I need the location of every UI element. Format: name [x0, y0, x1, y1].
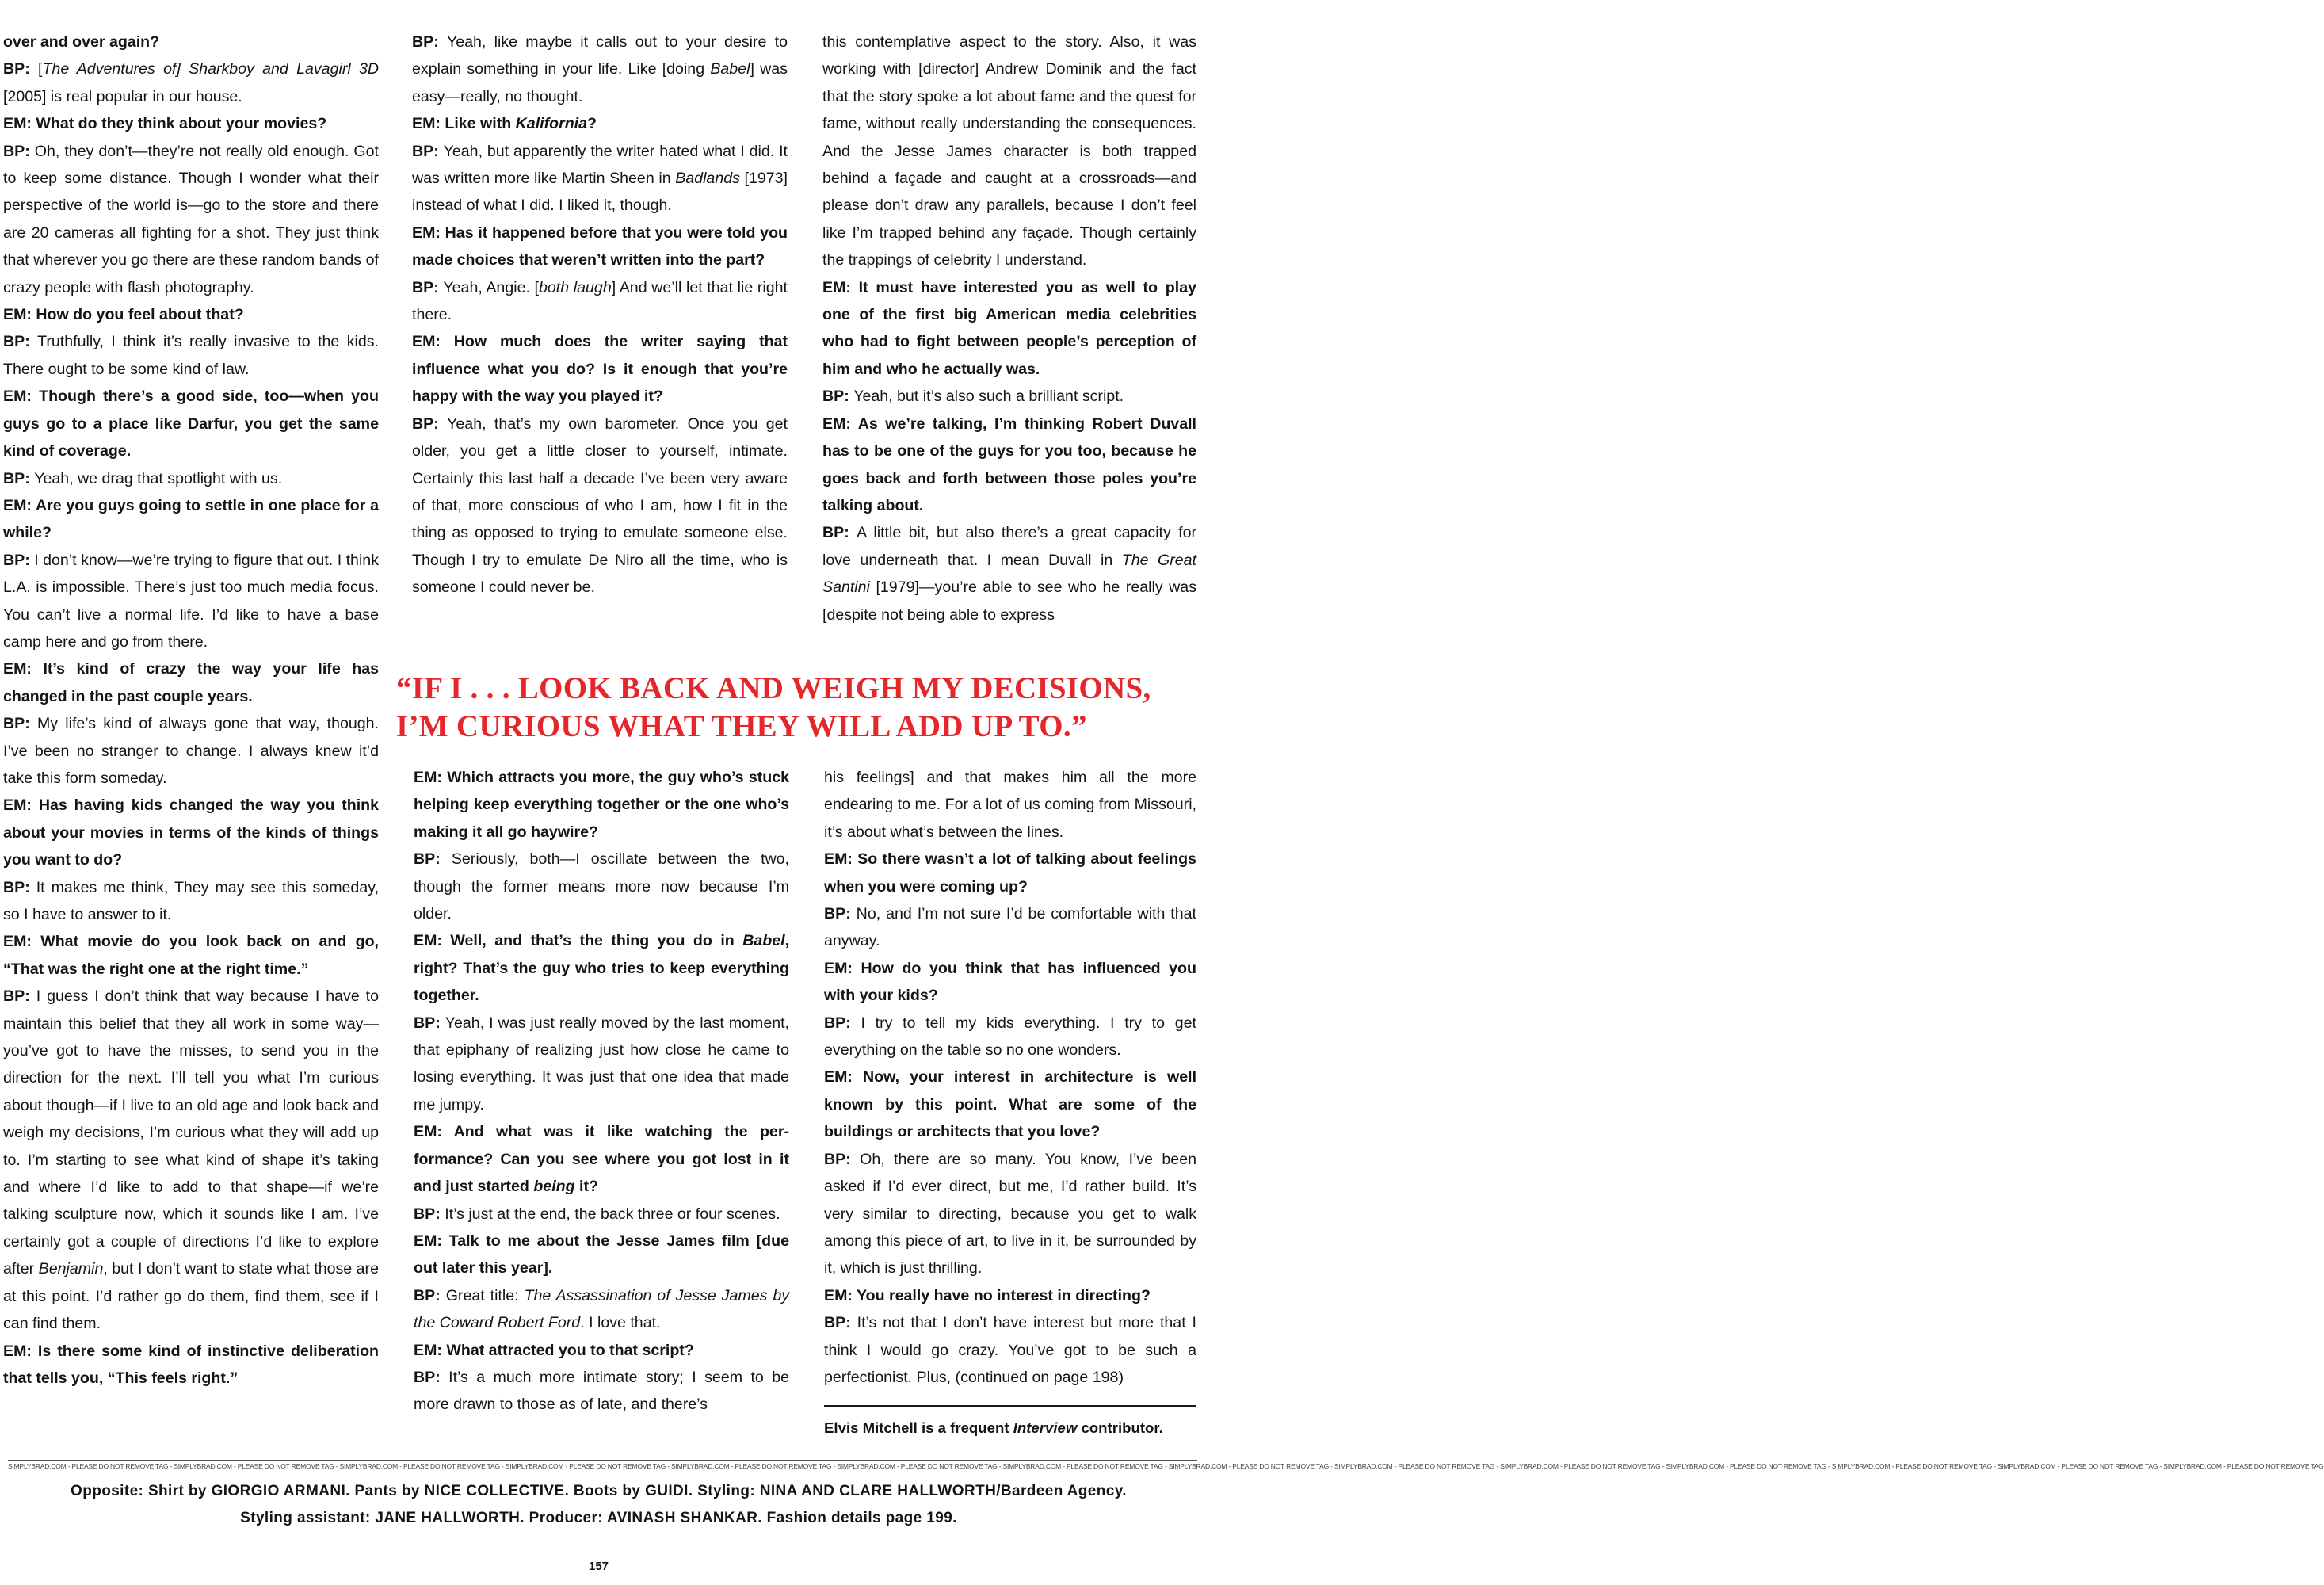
interviewee-answer — [3, 465, 379, 492]
speaker-label-bp: BP: — [824, 1150, 861, 1168]
pull-quote-line-2: I’M CURIOUS WHAT THEY WILL ADD UP TO.” — [396, 709, 1087, 743]
interviewer-question — [822, 274, 1196, 384]
text-run: A little bit, but also there’s a great capacity for love underneath that. I mean Duvall in — [822, 524, 1196, 569]
speaker-label-bp: BP: — [3, 551, 35, 569]
interviewer-question — [824, 955, 1196, 1010]
interviewee-answer — [414, 1201, 789, 1228]
contributor-note-text: Elvis Mitchell is a frequent — [824, 1419, 1013, 1436]
text-run: Great title: — [445, 1286, 525, 1304]
fashion-credits — [0, 1478, 1197, 1532]
interviewer-question — [3, 492, 379, 547]
interviewee-answer — [412, 274, 788, 329]
interviewer-question — [414, 1337, 789, 1364]
interviewer-question — [3, 110, 379, 137]
text-run: ? — [587, 115, 597, 133]
speaker-label-em: EM: — [822, 278, 859, 296]
text-run: What attracted you to that script? — [446, 1341, 694, 1359]
interview-column-middle-bottom — [414, 764, 789, 1446]
interviewee-answer — [824, 1146, 1196, 1282]
contributor-note — [824, 1418, 1196, 1438]
speaker-label-bp: BP: — [412, 414, 448, 433]
text-run: it? — [574, 1178, 598, 1196]
text-run: [ — [38, 60, 43, 78]
speaker-label-em: EM: — [3, 496, 36, 514]
speaker-label-em: EM: — [412, 115, 445, 133]
speaker-label-bp: BP: — [412, 142, 444, 160]
speaker-label-em: EM: — [414, 769, 448, 786]
text-run: Though there’s a good side, too—when you guys go to a place like Darfur, you get the same kind of coverage. — [3, 388, 379, 460]
interviewee-answer — [824, 900, 1196, 955]
italic-title: The Great Santini — [822, 551, 1196, 597]
speaker-label-bp: BP: — [414, 1014, 445, 1032]
interviewer-question — [412, 220, 788, 274]
interviewee-answer — [824, 1010, 1196, 1064]
speaker-label-bp: BP: — [3, 878, 36, 896]
speaker-label-em: EM: — [3, 660, 44, 678]
text-run: ] was easy—really, no thought. — [412, 60, 788, 105]
interviewer-question — [412, 328, 788, 410]
speaker-label-em: EM: — [824, 1286, 857, 1304]
text-run: It’s just at the end, the back three or four scenes. — [445, 1205, 780, 1223]
text-run: I try to tell my kids everything. I try to get everything on the table so no one wonders. — [824, 1014, 1196, 1060]
interview-column-right-top — [822, 29, 1196, 656]
interviewer-question — [414, 764, 789, 846]
text-run: It makes me think, They may see this someday, so I have to answer to it. — [3, 878, 380, 923]
interviewer-question — [3, 29, 379, 55]
interviewee-answer — [824, 1309, 1196, 1391]
text-run: How do you think that has influenced you with your kids? — [824, 959, 1196, 1005]
italic-title: Babel — [710, 60, 750, 78]
text-run: ] And we’ll let that lie right there. — [412, 278, 788, 324]
pull-quote — [396, 670, 1189, 746]
speaker-label-bp: BP: — [414, 1205, 445, 1223]
speaker-label-bp: BP: — [414, 1286, 446, 1304]
text-run: You really have no interest in directing? — [857, 1286, 1151, 1304]
text-run: Has having kids changed the way you think about your movies in terms of the kinds of things you want to do? — [3, 796, 380, 869]
interviewer-question — [824, 846, 1196, 900]
interviewer-question — [822, 411, 1196, 520]
text-run: Yeah, like maybe it calls out to your desire to explain something in your life. Like [doing — [412, 33, 788, 78]
watermark-strip: SIMPLYBRAD.COM - PLEASE DO NOT REMOVE TAG - SIMPLYBRAD.COM - PLEASE DO NOT REMOVE TAG - SIMPLYBRAD.COM - PLEASE DO NOT REMOVE TAG - SIMPLYBRAD.COM - PLEASE DO NOT REMOVE TAG - SIMPLYBRAD.COM - PLEASE DO NOT REMOVE TAG - SIMPLYBRAD.COM - PLEASE DO NOT REMOVE TAG - SIMPLYBRAD.COM - PLEASE DO NOT REMOVE TAG - SIMPLYBRAD.COM - PLEASE DO NOT REMOVE TAG - SIMPLYBRAD.COM - PLEASE DO NOT REMOVE TAG - SIMPLYBRAD.COM - PLEASE DO NOT REMOVE TAG - SIMPLYBRAD.COM - PLEASE DO NOT REMOVE TAG - SIMPLYBRAD.COM - PLEASE DO NOT REMOVE TAG - SIMPLYBRAD.COM - PLEASE DO NOT REMOVE TAG - SIMPLYBRAD.COM - PLEASE DO NOT REMOVE TAG — [8, 1460, 1197, 1472]
interview-column-right-bottom — [824, 764, 1196, 1446]
text-run: It’s not that I don’t have interest but more that I think I would go crazy. You’ve got to be such a perfectionist. Plus, — [824, 1314, 1196, 1386]
text-run: Yeah, that’s my own barometer. Once you get older, you get a little closer to yourself, intimate. Certainly this last half a decade I’ve been very aware of that, more conscious of who I am, how I fit in the thing as opposed to trying to emulate someone else. Though I try to emulate De Niro all the time, who is someone I could never be. — [412, 414, 788, 597]
text-run: Has it happened before that you were told you made choices that weren’t written into the part? — [412, 223, 788, 269]
italic-title: Babel — [742, 932, 785, 950]
interviewer-question — [3, 383, 379, 464]
text-run: Yeah, Angie. [ — [443, 278, 539, 296]
interview-column-middle-top — [412, 29, 788, 656]
text-run: So there wasn’t a lot of talking about feelings when you were coming up? — [824, 850, 1196, 896]
speaker-label-em: EM: — [822, 414, 858, 433]
speaker-label-em: EM: — [412, 333, 454, 351]
contributor-divider — [824, 1405, 1196, 1407]
speaker-label-em: EM: — [3, 115, 36, 133]
interviewee-answer — [3, 138, 379, 301]
speaker-label-bp: BP: — [822, 524, 857, 542]
text-run: How much does the writer saying that influence what you do? Is it enough that you’re happy with the way you played it? — [412, 333, 788, 406]
text-run: Which attracts you more, the guy who’s stuck helping keep everything together or the one who’s making it all go haywire? — [414, 769, 790, 841]
speaker-label-em: EM: — [414, 1123, 454, 1141]
text-run: [1973] instead of what I did. I liked it, though. — [412, 170, 788, 215]
italic-title: The Assassination of Jesse James by the Coward Robert Ford — [414, 1286, 790, 1332]
text-run: Yeah, we drag that spotlight with us. — [34, 469, 283, 487]
speaker-label-em: EM: — [3, 796, 39, 815]
speaker-label-em: EM: — [414, 1341, 447, 1359]
interviewee-answer — [3, 55, 379, 110]
interviewee-answer — [822, 383, 1196, 410]
speaker-label-em: EM: — [3, 933, 41, 951]
speaker-label-em: EM: — [3, 1342, 38, 1360]
text-run: It must have interested you as well to play one of the first big American media celebrities who had to fight between people’s perception of him and who he actually was. — [822, 278, 1196, 378]
text-run: Now, your interest in architecture is well known by this point. What are some of the buildings or architects that you love? — [824, 1068, 1197, 1141]
text-run: As we’re talking, I’m thinking Robert Duvall has to be one of the guys for you too, because he goes back and forth between those poles you’re talking about. — [822, 414, 1196, 514]
text-run: [2005] is real popular in our house. — [3, 87, 242, 105]
speaker-label-bp: BP: — [3, 715, 37, 733]
text-run: And what was it like watching the performance? Can you see where you got lost in it and just started — [414, 1123, 789, 1196]
interviewee-answer — [412, 411, 788, 602]
text-run: Are you guys going to settle in one place for a while? — [3, 496, 379, 542]
speaker-label-em: EM: — [3, 306, 36, 324]
italic-title: Badlands — [675, 170, 740, 188]
text-run: his feelings] and that makes him all the more endearing to me. For a lot of us coming from Missouri, it’s about what’s between the lines. — [824, 769, 1196, 841]
interviewer-question — [3, 928, 379, 983]
speaker-label-bp: BP: — [3, 987, 36, 1006]
interviewee-answer — [414, 1010, 789, 1119]
text-run: It’s kind of crazy the way your life has changed in the past couple years. — [3, 660, 379, 705]
speaker-label-em: EM: — [412, 223, 445, 242]
interviewer-question — [3, 1338, 379, 1392]
text-run: Is there some kind of instinctive deliberation that tells you, “This feels right.” — [3, 1342, 380, 1387]
speaker-label-em: EM: — [824, 1068, 864, 1087]
interviewee-answer — [822, 519, 1196, 628]
interviewer-question — [412, 110, 788, 137]
interviewer-question — [414, 1228, 789, 1282]
interviewee-answer — [414, 1364, 789, 1419]
text-run: this contemplative aspect to the story. Also, it was working with [director] Andrew Dominik and the fact that the story spoke a lot about fame and the quest for fame, without really understanding the consequences. And the Jesse James character is both trapped behind a façade and caught at a crossroads—and please don’t draw any parallels, because I don’t feel like I’m trapped behind any façade. Though certainly the trappings of celebrity I understand. — [822, 33, 1196, 269]
italic-title: The Adventures of — [42, 60, 177, 78]
interviewee-answer — [414, 1282, 789, 1337]
speaker-label-bp: BP: — [824, 1314, 857, 1332]
interviewer-question — [3, 301, 379, 328]
italic-title: both laugh — [539, 278, 612, 296]
interviewee-answer — [414, 846, 789, 927]
interviewer-question — [824, 1282, 1196, 1309]
interviewer-question — [414, 1118, 789, 1200]
text-run: Seriously, both—I oscillate between the two, though the former means more now because I’m older. — [414, 850, 789, 923]
interviewee-answer — [412, 138, 788, 220]
interviewee-answer — [3, 710, 379, 792]
speaker-label-bp: BP: — [414, 850, 452, 869]
text-run: What do they think about your movies? — [36, 115, 327, 133]
interviewer-question — [3, 792, 379, 873]
text-run: Oh, there are so many. You know, I’ve been asked if I’d ever direct, but me, I’d rather build. It’s very similar to directing, because you get to walk among this piece of art, to live in it, be surrounded by it, which is just thrilling. — [824, 1150, 1197, 1278]
interviewer-question — [3, 655, 379, 710]
interviewee-answer — [3, 328, 379, 383]
continued-paragraph — [824, 764, 1196, 846]
speaker-label-bp: BP: — [822, 388, 854, 406]
magazine-name: Interview — [1013, 1419, 1078, 1436]
italic-title: ] Sharkboy and Lavagirl 3D — [176, 60, 379, 78]
text-run: Talk to me about the Jesse James film [due out later this year]. — [414, 1232, 790, 1278]
text-run: No, and I’m not sure I’d be comfortable with that anyway. — [824, 905, 1196, 950]
text-run: Truthfully, I think it’s really invasive to the kids. There ought to be some kind of law. — [3, 333, 379, 378]
speaker-label-em: EM: — [414, 1232, 449, 1250]
interviewee-answer — [3, 874, 379, 929]
interviewer-question — [414, 927, 789, 1009]
text-run: , but I don’t want to state what those are at this point. I’d rather go do them, find them, see if I can find them. — [3, 1260, 379, 1333]
speaker-label-bp: BP: — [3, 469, 35, 487]
interviewer-question — [824, 1064, 1196, 1145]
interviewee-answer — [3, 547, 379, 656]
text-run: My life’s kind of always gone that way, though. I’ve been no stranger to change. I always knew it’d take this form someday. — [3, 715, 380, 787]
speaker-label-bp: BP: — [3, 142, 35, 160]
speaker-label-em: EM: — [824, 959, 861, 977]
text-run: Yeah, I was just really moved by the last moment, that epiphany of realizing just how close he came to losing everything. It was just that one idea that made me jumpy. — [414, 1014, 789, 1113]
credits-line-1: Opposite: Shirt by GIORGIO ARMANI. Pants by NICE COLLECTIVE. Boots by GUIDI. Styling: NINA AND CLARE HALLWORTH/Bardeen Agency. — [71, 1483, 1127, 1499]
text-run: Yeah, but it’s also such a brilliant script. — [853, 388, 1124, 406]
speaker-label-bp: BP: — [412, 278, 444, 296]
continued-paragraph — [822, 29, 1196, 274]
credits-line-2: Styling assistant: JANE HALLWORTH. Producer: AVINASH SHANKAR. Fashion details page 199. — [240, 1510, 957, 1526]
text-run: over and over again? — [3, 33, 160, 51]
speaker-label-bp: BP: — [3, 60, 38, 78]
interviewee-answer — [3, 983, 379, 1337]
text-run: . I love that. — [580, 1314, 661, 1332]
text-run: It’s a much more intimate story; I seem to be more drawn to those as of late, and there’s — [414, 1368, 789, 1414]
speaker-label-em: EM: — [3, 388, 40, 406]
text-run: I don’t know—we’re trying to figure that out. I think L.A. is impossible. There’s just too much media focus. You can’t live a normal life. I’d like to have a base camp here and go from there. — [3, 551, 380, 651]
speaker-label-bp: BP: — [412, 33, 447, 51]
text-run: How do you feel about that? — [36, 306, 244, 324]
speaker-label-bp: BP: — [3, 333, 38, 351]
contributor-note-tail: contributor. — [1077, 1419, 1163, 1436]
text-run: Well, and that’s the thing you do in — [450, 932, 743, 950]
speaker-label-em: EM: — [824, 850, 858, 869]
page-number: 157 — [588, 1560, 609, 1573]
text-run: Like with — [445, 115, 516, 133]
text-run: , right? That’s the guy who tries to keep everything together. — [414, 932, 790, 1005]
italic-title: Kalifornia — [515, 115, 588, 133]
text-run: What movie do you look back on and go, “That was the right one at the right time.” — [3, 933, 379, 978]
speaker-label-bp: BP: — [824, 1014, 861, 1032]
interviewee-answer — [412, 29, 788, 110]
interview-column-left — [3, 29, 379, 1446]
italic-title: being — [533, 1178, 575, 1196]
pull-quote-line-1: “IF I . . . LOOK BACK AND WEIGH MY DECISIONS, — [396, 671, 1151, 705]
speaker-label-bp: BP: — [824, 905, 857, 923]
continued-note: (continued on page 198) — [955, 1368, 1124, 1386]
italic-title: Benjamin — [38, 1260, 104, 1278]
text-run: Oh, they don’t—they’re not really old enough. Got to keep some distance. Though I wonder what their perspective of the world is—go to the store and there are 20 cameras all fighting for a shot. They just think that wherever you go there are these random bands of crazy people with flash photography. — [3, 142, 380, 296]
text-run: Yeah, but apparently the writer hated what I did. It was written more like Martin Sheen in — [412, 142, 788, 188]
speaker-label-bp: BP: — [414, 1368, 449, 1386]
text-run: [1979]—you’re able to see who he really was [despite not being able to express — [822, 579, 1196, 624]
text-run: I guess I don’t think that way because I have to maintain this belief that they all work in some way—you’ve got to have the misses, to send you in the direction for the next. I’ll tell you what I’m curious about though—if I live to an old age and look back and weigh my decisions, I’m curious what they will add up to. I’m starting to see what kind of shape it’s taking and where I’d like to add to that shape—if we’re talking sculpture now, which it sounds like I am. I’ve certainly got a couple of directions I’d like to explore after — [3, 987, 379, 1278]
speaker-label-em: EM: — [414, 932, 451, 950]
